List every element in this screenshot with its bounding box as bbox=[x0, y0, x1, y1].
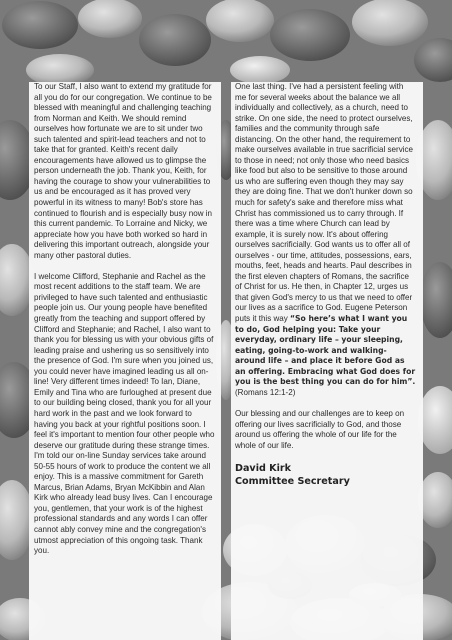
signature-block bbox=[235, 463, 416, 488]
signature-name: David Kirk bbox=[235, 463, 292, 475]
left-text-column bbox=[29, 82, 221, 640]
signature-title: Committee Secretary bbox=[235, 475, 350, 487]
staff-thanks-paragraph: To our Staff, I also want to extend my gratitude for all you do for our congregation. We continue to be blessed with meaningful and challenging teaching from Norman and Keith. We should remind ourselves how fortunate we are to sit under two such talented and spirit-lead teachers and not to take that for granted. Keith's recent daily encouragements have allowed us to glimpse the person underneath the job. Thank you, Keith, for having the courage to show your vulnerabilities to us and be encouraged as it has proved very powerful in its witness to many! Bob's store has continued to flourish and is especially busy now in this current pandemic. To Lorraine and Nicky, we appreciate how you have both worked so hard in delivering this important outreach, alongside your many other pastoral duties. bbox=[34, 82, 213, 260]
new-staff-paragraph: I welcome Clifford, Stephanie and Rachel as the most recent additions to the staff team. We are privileged to have such talented and enthusiastic people join us. Our young people have benefited greatly from the teaching and support offered by Clifford and Stephanie; and Rachel, I also want to thank you for blessing us with your obvious gifts of leading praise and ushering us so sensitively into the presence of God. I'm sure when you joined us, you could never have imagined leading us all on-line! Very different times indeed! To Ian, Diane, Emily and Tina who are furloughed at present due to our building being closed, thank you for all your hard work in the past and we look forward to having you back at your rightful positions soon. I feel it's important to mention four other people who deserve our gratitude during these strange times. I'm told our on-line Sunday services take around 50-55 hours of work to produce the content we all enjoy. This is a massive commitment for Gareth Marcus, Brian Adams, Bryan McKibbin and Alan Kirk who already lead busy lives. Can I encourage you, gentlemen, that your work is of the highest professional standards and any words I can offer cannot ably convey mine and the congregation's utmost appreciation of this ongoing task. Thank you. bbox=[34, 271, 215, 556]
blessing-paragraph: Our blessing and our challenges are to keep on offering our lives sacrificially to God, and those around us offering the whole of our life for the whole of our life. bbox=[235, 408, 405, 450]
scripture-reference: (Romans 12:1-2) bbox=[235, 387, 296, 397]
sacrifice-intro-text: One last thing. I've had a persistent feeling with me for several weeks about the balance we all individually and collectively, as a church, need to strike. On one side, the need to protect ourselves, families and the community through safe distancing. On the other hand, the requirement to make ourselves available in true sacrificial service to those in need; not only those who need basics like food but also to be sensitive to those around us who are suffering even though they may say they are doing fine. That we don't hunker down so much for safety's sake and therefore miss what Christ has commissioned us to carry through. If there was a time where Church can lead by example, it is surely now. It's about offering ourselves sacrificially. God wants us to offer all of ourselves - our time, attitudes, possessions, ears, mouths, feet, heads and hearts. Paul describes in the first eleven chapters of Romans, the sacrifice of Christ for us. He then, in Chapter 12, urges us that given God's mercy to us that we need to offer our lives as a sacrifice to God. Eugene Peterson puts it this way bbox=[235, 82, 413, 324]
right-text-column bbox=[231, 82, 423, 640]
sacrifice-paragraph bbox=[235, 82, 416, 398]
peterson-quote: “So here’s what I want you to do, God helping you: Take your everyday, ordinary life – your sleeping, eating, going-to-work and walking-around life – and place it before God as an offering. Embracing what God does for you is the best thing you can do for him”. bbox=[235, 314, 416, 387]
